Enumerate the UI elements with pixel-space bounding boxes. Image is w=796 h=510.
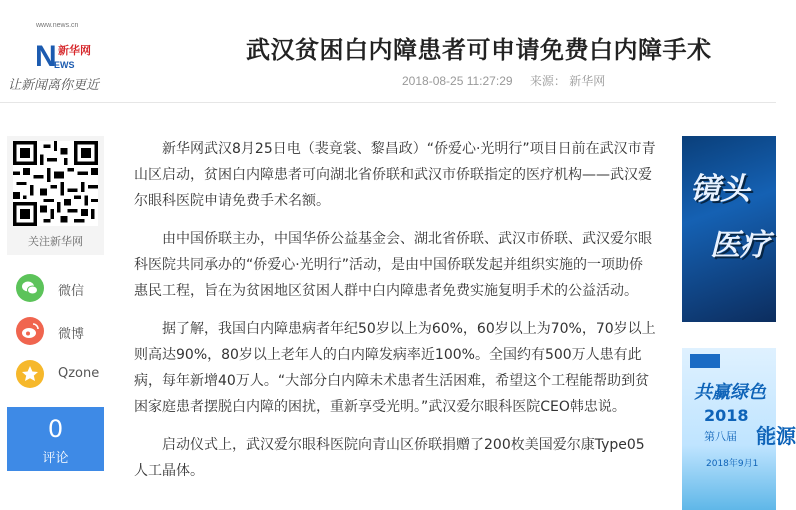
ad2-headline: 共赢绿色 [694,382,766,403]
qzone-icon [16,360,44,388]
article-datetime: 2018-08-25 11:27:29 [402,74,513,88]
article-paragraph: 据了解，我国白内障患病者年纪50岁以上为60%，60岁以上为70%，70岁以上则高达90%，80岁以上老年人的白内障发病率近100%。全国约有500万人患有此病，每年新增40万人。“大部分白内障未术患者生活困难，希望这个工程能帮助到贫困家庭患者摆脱白内障的困扰，重新享受光明。”武汉爱尔眼科医院CEO韩忠说。 [134,321,656,415]
weibo-icon [16,317,44,345]
share-qzone-button[interactable] [16,360,106,390]
logo-url-text: www.news.cn [36,22,79,29]
article-paragraph: 启动仪式上，武汉爱尔眼科医院向青山区侨联捐赠了200枚美国爱尔康Type05人工晶体。 [134,437,645,479]
share-weibo-label: 微博 [58,327,85,342]
header-divider [0,102,776,103]
article-paragraph: 新华网武汉8月25日电（裴竟裳、黎昌政）“侨爱心·光明行”项目日前在武汉市青山区启动，贫困白内障患者可向湖北省侨联和武汉市侨联指定的医疗机构——武汉爱尔眼科医院申请免费手术名额。 [134,141,656,209]
article-body [134,136,656,496]
article-paragraph: 由中国侨联主办，中国华侨公益基金会、湖北省侨联、武汉市侨联、武汉爱尔眼科医院共同承办的“侨爱心·光明行”活动，是由中国侨联发起并组织实施的一项助侨惠民工程，旨在为贫困地区贫困人群中白内障患者免费实施复明手术的公益活动。 [134,231,652,299]
xinhua-logo-icon [34,32,92,72]
wechat-icon [16,274,44,302]
ad-banner-medical[interactable] [682,136,776,322]
share-wechat-button[interactable] [16,274,106,304]
svg-text:N: N [35,40,57,73]
site-slogan: 让新闻离你更近 [8,78,100,93]
svg-text:新华网: 新华网 [58,44,91,57]
share-weibo-button[interactable] [16,317,106,347]
ad2-year: 2018 [704,406,749,425]
article-title: 武汉贫困白内障患者可申请免费白内障手术 [246,36,712,64]
article-source: 来源： 新华网 [529,74,606,88]
article-meta [402,72,605,89]
qr-label: 关注新华网 [28,235,83,248]
svg-text:EWS: EWS [54,60,75,70]
share-wechat-label: 微信 [58,284,85,299]
qr-panel [7,136,104,255]
comment-count: 0 [47,415,64,443]
ad2-word: 能源 [756,424,796,448]
ad1-line1: 镜头 [690,172,750,207]
ad2-date: 2018年9月1 [706,459,759,469]
ad2-logo-icon [690,354,720,368]
ad1-line2: 医疗 [710,228,770,263]
comment-button[interactable] [7,407,104,471]
share-qzone-label: Qzone [58,366,100,381]
comment-label: 评论 [42,451,69,466]
ad-banner-energy[interactable] [682,348,796,510]
ad2-edition: 第八届 [704,430,737,443]
site-logo[interactable] [8,22,128,96]
qr-code-icon [13,141,98,226]
